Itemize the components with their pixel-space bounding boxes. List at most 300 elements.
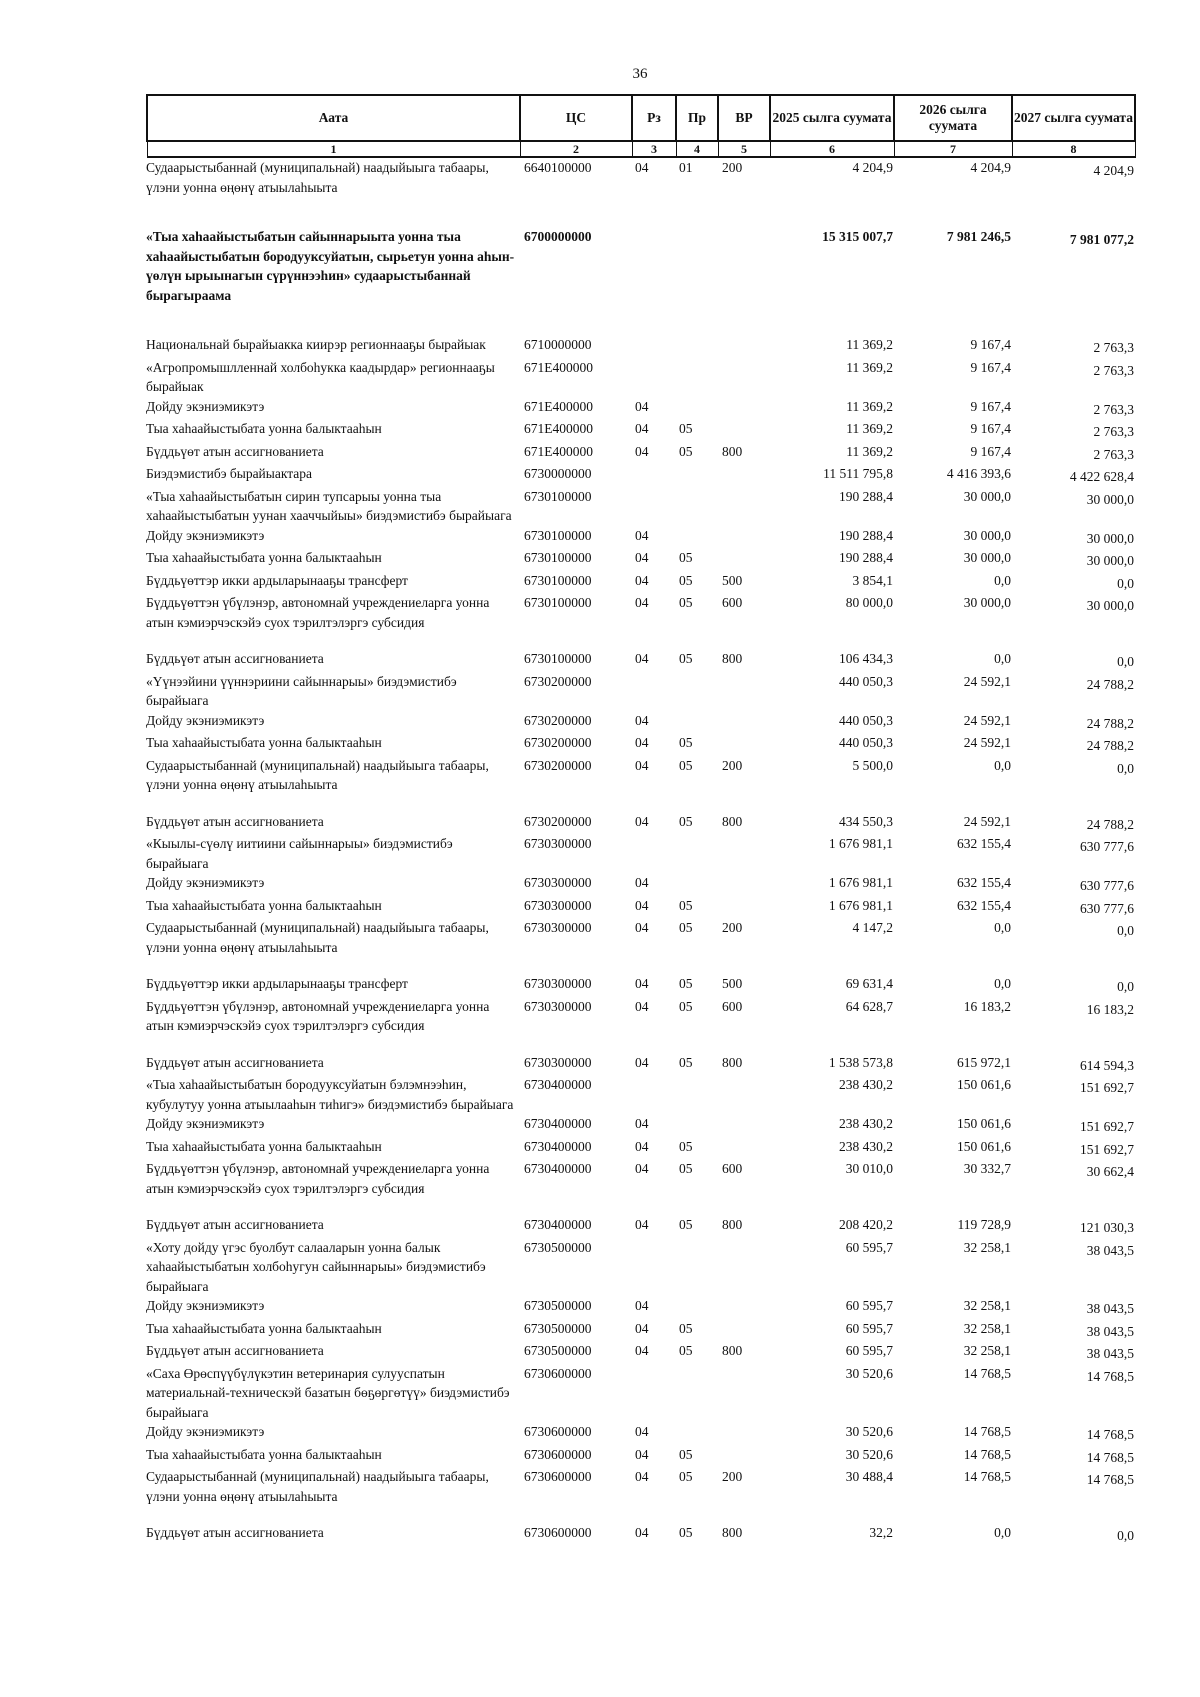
row-2026: 9 167,4 — [970, 443, 1011, 459]
row-cs: 6730100000 — [524, 488, 592, 504]
row-2026: 0,0 — [994, 757, 1011, 773]
row-2026: 24 592,1 — [963, 813, 1011, 829]
row-cs: 671Е400000 — [524, 443, 593, 459]
row-rz: 04 — [635, 1320, 649, 1336]
row-2025: 11 369,2 — [846, 337, 893, 352]
table-row — [146, 1296, 1134, 1319]
row-rz: 04 — [635, 1217, 649, 1232]
row-cs: 6730300000 — [524, 875, 592, 890]
row-pr: 05 — [679, 735, 693, 750]
row-cs: 6640100000 — [524, 160, 592, 175]
table-row — [146, 1445, 1134, 1468]
row-2027: 14 768,5 — [1086, 1449, 1134, 1465]
row-vr: 800 — [722, 813, 743, 829]
row-2027: 38 043,5 — [1086, 1301, 1134, 1316]
row-2025: 30 488,4 — [845, 1469, 893, 1484]
row-2025: 69 631,4 — [845, 976, 893, 991]
row-cs: 6730600000 — [524, 1525, 592, 1540]
row-2025: 238 430,2 — [839, 1138, 893, 1154]
row-pr: 05 — [679, 1446, 693, 1462]
row-2027: 0,0 — [1117, 1528, 1134, 1543]
row-2027: 0,0 — [1117, 979, 1134, 994]
row-rz: 04 — [635, 527, 649, 543]
row-rz: 04 — [635, 1446, 649, 1462]
row-pr: 05 — [679, 1161, 693, 1176]
row-2027: 16 183,2 — [1086, 1001, 1134, 1017]
row-2025: 60 595,7 — [845, 1239, 893, 1255]
row-name: «Тыа хаһаайыстыбатын сайыннарыыта уонна тыа хаһаайыстыбатын бородууксуйатын, сырьетун уонна аһын-үөлүн ырыынагын сүрүннээһин» судаарыстыбаннай бырагыраама — [146, 229, 515, 303]
row-2027: 151 692,7 — [1080, 1080, 1134, 1095]
row-2027: 151 692,7 — [1080, 1119, 1134, 1134]
row-cs: 6730100000 — [524, 527, 592, 543]
row-2026: 24 592,1 — [963, 712, 1011, 728]
row-cs: 6730400000 — [524, 1138, 592, 1154]
row-2027: 2 763,3 — [1093, 424, 1134, 439]
row-rz: 04 — [635, 1138, 649, 1154]
row-rz: 04 — [635, 572, 649, 588]
row-2025: 440 050,3 — [839, 673, 893, 689]
header-num-1: 1 — [147, 141, 520, 157]
row-2027: 121 030,3 — [1080, 1220, 1134, 1235]
row-rz: 04 — [635, 595, 649, 610]
table-row — [146, 756, 1134, 795]
row-rz: 04 — [635, 1343, 649, 1358]
row-vr: 600 — [722, 1161, 743, 1176]
row-name: Судаарыстыбаннай (муниципальнай) наадыйыыга табаары, үлэни уонна өңөнү атыылаһыыта — [146, 757, 489, 792]
row-cs: 671Е400000 — [524, 421, 593, 436]
row-2026: 30 000,0 — [963, 595, 1011, 610]
table-row — [146, 548, 1134, 571]
table-row — [146, 873, 1134, 896]
header-num-3: 3 — [632, 141, 676, 157]
row-2027: 38 043,5 — [1086, 1323, 1134, 1339]
row-pr: 05 — [679, 1525, 693, 1540]
row-vr: 800 — [722, 1525, 743, 1540]
row-2026: 150 061,6 — [957, 1138, 1011, 1154]
row-vr: 200 — [722, 920, 743, 935]
row-2026: 0,0 — [994, 1525, 1011, 1540]
row-cs: 6730100000 — [524, 572, 592, 588]
row-cs: 6730100000 — [524, 550, 592, 565]
row-name: «Саха Өрөспүүбүлүкэтин ветеринария сулууспатын материальнай-техническэй базатын бөҕөргөтүү» биэдэмистибэ бырайыага — [146, 1365, 510, 1420]
row-rz: 04 — [635, 998, 649, 1014]
row-rz: 04 — [635, 550, 649, 565]
row-name: Тыа хаһаайыстыбата уонна балыктааһын — [146, 1446, 382, 1462]
row-name: Дойду экэниэмикэтэ — [146, 875, 265, 890]
row-cs: 6710000000 — [524, 337, 592, 352]
row-2026: 32 258,1 — [963, 1239, 1011, 1255]
table-row — [146, 1364, 1134, 1423]
row-2027: 30 000,0 — [1086, 491, 1134, 507]
header-cs: ЦС — [520, 95, 632, 141]
row-cs: 6730600000 — [524, 1446, 592, 1462]
header-num-6: 6 — [770, 141, 894, 157]
row-2026: 9 167,4 — [970, 421, 1011, 436]
row-name: «Үүнээйини үүннэриини сайыннарыы» биэдэмистибэ бырайыага — [146, 673, 457, 708]
row-2026: 0,0 — [994, 572, 1011, 588]
row-2026: 32 258,1 — [963, 1298, 1011, 1313]
row-2027: 0,0 — [1117, 923, 1134, 938]
row-2025: 30 010,0 — [845, 1161, 893, 1176]
row-pr: 05 — [679, 813, 693, 829]
row-rz: 04 — [635, 920, 649, 935]
row-vr: 200 — [722, 1469, 743, 1484]
row-2026: 14 768,5 — [963, 1424, 1011, 1439]
row-rz: 04 — [635, 976, 649, 991]
row-pr: 05 — [679, 757, 693, 773]
row-rz: 04 — [635, 160, 649, 175]
row-name: Судаарыстыбаннай (муниципальнай) наадыйыыга табаары, үлэни уонна өңөнү атыылаһыыта — [146, 1469, 489, 1504]
row-cs: 6730100000 — [524, 595, 592, 610]
table-row — [146, 649, 1134, 672]
row-rz: 04 — [635, 1424, 649, 1439]
row-2026: 14 768,5 — [963, 1365, 1011, 1381]
row-cs: 6730000000 — [524, 466, 592, 481]
row-rz: 04 — [635, 813, 649, 829]
row-name: Тыа хаһаайыстыбата уонна балыктааһын — [146, 421, 382, 436]
row-2025: 60 595,7 — [845, 1298, 893, 1313]
row-vr: 500 — [722, 572, 743, 588]
row-name: Судаарыстыбаннай (муниципальнай) наадыйыыга табаары, үлэни уонна өңөнү атыылаһыыта — [146, 920, 489, 955]
row-pr: 05 — [679, 1469, 693, 1484]
table-row — [146, 1114, 1134, 1137]
row-2025: 11 511 795,8 — [823, 466, 893, 481]
row-pr: 05 — [679, 550, 693, 565]
row-rz: 04 — [635, 1054, 649, 1070]
table-row — [146, 896, 1134, 919]
page-number: 36 — [632, 66, 648, 82]
row-vr: 600 — [722, 595, 743, 610]
row-2025: 1 676 981,1 — [828, 875, 893, 890]
row-2025: 190 288,4 — [839, 550, 893, 565]
row-2026: 0,0 — [994, 651, 1011, 666]
table-row — [146, 834, 1134, 873]
row-2026: 16 183,2 — [963, 998, 1011, 1014]
row-2025: 440 050,3 — [839, 735, 893, 750]
row-name: Бүддьүөттэр икки ардыларынааҕы трансферт — [146, 976, 408, 991]
table-row — [146, 733, 1134, 756]
row-2026: 32 258,1 — [963, 1320, 1011, 1336]
row-vr: 800 — [722, 1054, 743, 1070]
row-2025: 1 676 981,1 — [828, 836, 893, 851]
row-2026: 150 061,6 — [957, 1116, 1011, 1131]
row-vr: 200 — [722, 160, 743, 175]
row-2027: 0,0 — [1117, 760, 1134, 776]
row-2025: 11 369,2 — [846, 359, 893, 375]
table-row — [146, 1215, 1134, 1238]
header-2027: 2027 сылга суумата — [1012, 95, 1135, 141]
row-2025: 4 147,2 — [852, 920, 893, 935]
row-pr: 05 — [679, 1138, 693, 1154]
row-cs: 6730200000 — [524, 735, 592, 750]
row-rz: 04 — [635, 1161, 649, 1176]
row-name: «Тыа хаһаайыстыбатын сирин тупсарыы уонна тыа хаһаайыстыбатын уунан хааччыйыы» биэдэмистибэ бырайыага — [146, 488, 512, 523]
row-rz: 04 — [635, 897, 649, 913]
row-cs: 6730600000 — [524, 1424, 592, 1439]
row-name: Бүддьүөт атын ассигнованиета — [146, 443, 324, 459]
row-cs: 6730300000 — [524, 897, 592, 913]
row-2025: 11 369,2 — [846, 398, 893, 414]
row-2026: 615 972,1 — [957, 1054, 1011, 1070]
row-cs: 6730600000 — [524, 1365, 592, 1381]
row-2027: 2 763,3 — [1093, 362, 1134, 378]
row-cs: 6730400000 — [524, 1217, 592, 1232]
row-2026: 32 258,1 — [963, 1343, 1011, 1358]
row-2027: 630 777,6 — [1080, 878, 1134, 893]
row-cs: 6730500000 — [524, 1298, 592, 1313]
row-cs: 6730400000 — [524, 1077, 592, 1092]
row-2026: 14 768,5 — [963, 1469, 1011, 1484]
row-rz: 04 — [635, 735, 649, 750]
row-2026: 24 592,1 — [963, 735, 1011, 750]
row-2027: 30 000,0 — [1086, 598, 1134, 613]
row-2026: 30 000,0 — [963, 527, 1011, 543]
row-name: Тыа хаһаайыстыбата уонна балыктааһын — [146, 550, 382, 565]
row-2027: 0,0 — [1117, 575, 1134, 591]
header-rz: Рз — [632, 95, 676, 141]
row-2027: 30 000,0 — [1086, 553, 1134, 568]
header-num-2: 2 — [520, 141, 632, 157]
row-vr: 200 — [722, 757, 743, 773]
table-row — [146, 997, 1134, 1036]
row-name: Бүддьүөт атын ассигнованиета — [146, 1054, 324, 1070]
row-2025: 15 315 007,7 — [822, 229, 893, 244]
row-name: «Хоту дойду үгэс буолбут салааларын уонна балык хаһаайыстыбатын холбоһугун сайыннарыы» биэдэмистибэ бырайыага — [146, 1239, 486, 1294]
table-row — [146, 442, 1134, 465]
row-2026: 4 416 393,6 — [946, 466, 1011, 481]
row-2027: 38 043,5 — [1086, 1346, 1134, 1361]
row-name: Тыа хаһаайыстыбата уонна балыктааһын — [146, 897, 382, 913]
row-rz: 04 — [635, 421, 649, 436]
row-2027: 14 768,5 — [1086, 1472, 1134, 1487]
row-name: Бүддьүөттэр икки ардыларынааҕы трансферт — [146, 572, 408, 588]
row-2025: 238 430,2 — [839, 1116, 893, 1131]
header-num-7: 7 — [894, 141, 1012, 157]
row-name: Дойду экэниэмикэтэ — [146, 527, 265, 543]
row-2027: 14 768,5 — [1086, 1368, 1134, 1384]
row-cs: 6730300000 — [524, 976, 592, 991]
table-row — [146, 672, 1134, 711]
row-2027: 4 422 628,4 — [1069, 469, 1134, 484]
header-vr: ВР — [718, 95, 770, 141]
row-rz: 04 — [635, 1298, 649, 1313]
row-2027: 30 662,4 — [1086, 1164, 1134, 1179]
row-2027: 0,0 — [1117, 654, 1134, 669]
row-2027: 2 763,3 — [1093, 446, 1134, 462]
row-2026: 632 155,4 — [957, 836, 1011, 851]
row-2027: 4 204,9 — [1093, 163, 1134, 178]
header-2026: 2026 сылга суумата — [894, 95, 1012, 141]
header-pr: Пр — [676, 95, 718, 141]
row-2025: 60 595,7 — [845, 1343, 893, 1358]
header-2025: 2025 сылга суумата — [770, 95, 894, 141]
row-pr: 05 — [679, 897, 693, 913]
row-pr: 05 — [679, 421, 693, 436]
row-2027: 151 692,7 — [1080, 1141, 1134, 1157]
row-2027: 24 788,2 — [1086, 738, 1134, 753]
row-2025: 32,2 — [869, 1525, 893, 1540]
row-2025: 11 369,2 — [846, 421, 893, 436]
row-name: Дойду экэниэмикэтэ — [146, 1116, 265, 1131]
row-name: Дойду экэниэмикэтэ — [146, 1424, 265, 1439]
row-name: Бүддьүөт атын ассигнованиета — [146, 813, 324, 829]
row-2027: 630 777,6 — [1080, 839, 1134, 854]
row-vr: 800 — [722, 651, 743, 666]
row-cs: 6730500000 — [524, 1343, 592, 1358]
row-cs: 6730300000 — [524, 998, 592, 1014]
row-cs: 6730200000 — [524, 712, 592, 728]
row-2026: 30 000,0 — [963, 488, 1011, 504]
row-2025: 106 434,3 — [839, 651, 893, 666]
row-pr: 05 — [679, 1054, 693, 1070]
row-rz: 04 — [635, 757, 649, 773]
row-2027: 24 788,2 — [1086, 715, 1134, 731]
row-name: Дойду экэниэмикэтэ — [146, 1298, 265, 1313]
table-row — [146, 419, 1134, 442]
row-2026: 7 981 246,5 — [946, 229, 1011, 244]
row-cs: 6730300000 — [524, 920, 592, 935]
row-2026: 30 000,0 — [963, 550, 1011, 565]
row-pr: 05 — [679, 1217, 693, 1232]
row-2025: 5 500,0 — [852, 757, 893, 773]
row-cs: 6730500000 — [524, 1320, 592, 1336]
row-name: Бүддьүөттэн үбүлэнэр, автономнай учреждениеларга уонна атын кэмиэрчэскэйэ суох тэрилтэлэргэ субсидия — [146, 595, 490, 630]
row-cs: 6730200000 — [524, 757, 592, 773]
row-pr: 05 — [679, 595, 693, 610]
row-2025: 208 420,2 — [839, 1217, 893, 1232]
row-2025: 440 050,3 — [839, 712, 893, 728]
row-2027: 2 763,3 — [1093, 340, 1134, 355]
row-pr: 05 — [679, 976, 693, 991]
row-2026: 9 167,4 — [970, 337, 1011, 352]
row-2026: 24 592,1 — [963, 673, 1011, 689]
table-row — [146, 397, 1134, 420]
row-pr: 05 — [679, 443, 693, 459]
row-2025: 190 288,4 — [839, 488, 893, 504]
row-pr: 05 — [679, 1320, 693, 1336]
table-row — [146, 1053, 1134, 1076]
table-row — [146, 918, 1134, 957]
row-cs: 671Е400000 — [524, 398, 593, 414]
row-2027: 630 777,6 — [1080, 900, 1134, 916]
row-cs: 6730100000 — [524, 651, 592, 666]
row-2026: 0,0 — [994, 920, 1011, 935]
table-row — [146, 335, 1134, 358]
row-cs: 6730300000 — [524, 1054, 592, 1070]
header-num-4: 4 — [676, 141, 718, 157]
table-row — [146, 526, 1134, 549]
table-row — [146, 974, 1134, 997]
row-2025: 30 520,6 — [845, 1424, 893, 1439]
row-2026: 14 768,5 — [963, 1446, 1011, 1462]
row-2025: 30 520,6 — [845, 1446, 893, 1462]
row-rz: 04 — [635, 443, 649, 459]
row-cs: 6730500000 — [524, 1239, 592, 1255]
row-2025: 1 538 573,8 — [828, 1054, 893, 1070]
row-cs: 6700000000 — [524, 229, 592, 244]
row-pr: 05 — [679, 998, 693, 1014]
table-row — [146, 1422, 1134, 1445]
row-2025: 190 288,4 — [839, 527, 893, 543]
row-rz: 04 — [635, 651, 649, 666]
row-name: Судаарыстыбаннай (муниципальнай) наадыйыыга табаары, үлэни уонна өңөнү атыылаһыыта — [146, 160, 489, 195]
row-name: Бүддьүөт атын ассигнованиета — [146, 1343, 324, 1358]
row-2025: 80 000,0 — [845, 595, 893, 610]
table-row — [146, 593, 1134, 632]
table-body — [146, 158, 1134, 1546]
row-2025: 11 369,2 — [846, 443, 893, 459]
row-name: Тыа хаһаайыстыбата уонна балыктааһын — [146, 1138, 382, 1154]
header-name: Аата — [147, 95, 520, 141]
table-header — [146, 94, 1136, 158]
row-2026: 9 167,4 — [970, 359, 1011, 375]
row-pr: 01 — [679, 160, 693, 175]
row-name: Бүддьүөт атын ассигнованиета — [146, 651, 324, 666]
table-row — [146, 487, 1134, 526]
table-row — [146, 1319, 1134, 1342]
row-name: Тыа хаһаайыстыбата уонна балыктааһын — [146, 735, 382, 750]
row-2025: 1 676 981,1 — [828, 897, 893, 913]
row-name: Дойду экэниэмикэтэ — [146, 712, 265, 728]
row-vr: 500 — [722, 976, 743, 991]
row-2026: 9 167,4 — [970, 398, 1011, 414]
row-2026: 632 155,4 — [957, 897, 1011, 913]
row-2026: 632 155,4 — [957, 875, 1011, 890]
row-vr: 800 — [722, 1217, 743, 1232]
table-row — [146, 1159, 1134, 1198]
row-2025: 3 854,1 — [852, 572, 893, 588]
row-pr: 05 — [679, 1343, 693, 1358]
row-cs: 6730300000 — [524, 836, 592, 851]
row-2027: 14 768,5 — [1086, 1427, 1134, 1442]
row-pr: 05 — [679, 572, 693, 588]
row-name: Биэдэмистибэ бырайыактара — [146, 466, 313, 481]
row-vr: 600 — [722, 998, 743, 1014]
table-row — [146, 158, 1134, 197]
table-row — [146, 1523, 1134, 1546]
row-name: Национальнай бырайыакка киирэр регионнааҕы бырайыак — [146, 337, 486, 352]
row-rz: 04 — [635, 1469, 649, 1484]
row-2027: 24 788,2 — [1086, 676, 1134, 692]
header-num-5: 5 — [718, 141, 770, 157]
row-2027: 30 000,0 — [1086, 530, 1134, 546]
row-2027: 7 981 077,2 — [1069, 232, 1134, 247]
row-rz: 04 — [635, 398, 649, 414]
row-name: Бүддьүөт атын ассигнованиета — [146, 1217, 324, 1232]
row-vr: 800 — [722, 1343, 743, 1358]
row-rz: 04 — [635, 875, 649, 890]
table-row — [146, 1238, 1134, 1297]
header-num-8: 8 — [1012, 141, 1135, 157]
row-2027: 2 763,3 — [1093, 401, 1134, 417]
row-2026: 30 332,7 — [963, 1161, 1011, 1176]
row-2027: 24 788,2 — [1086, 816, 1134, 832]
row-pr: 05 — [679, 920, 693, 935]
row-2025: 64 628,7 — [845, 998, 893, 1014]
row-2026: 4 204,9 — [970, 160, 1011, 175]
row-name: «Тыа хаһаайыстыбатын бородууксуйатын бэлэмнээһин, кубулутуу уонна атыылааһын тиһигэ» биэдэмистибэ бырайыага — [146, 1077, 514, 1112]
table-row — [146, 358, 1134, 397]
row-cs: 6730600000 — [524, 1469, 592, 1484]
row-2025: 434 550,3 — [839, 813, 893, 829]
table-row — [146, 571, 1134, 594]
row-pr: 05 — [679, 651, 693, 666]
row-name: Бүддьүөт атын ассигнованиета — [146, 1525, 324, 1540]
row-2025: 30 520,6 — [845, 1365, 893, 1381]
table-row — [146, 812, 1134, 835]
row-name: Бүддьүөттэн үбүлэнэр, автономнай учреждениеларга уонна атын кэмиэрчэскэйэ суох тэрилтэлэргэ субсидия — [146, 1161, 490, 1196]
row-cs: 6730400000 — [524, 1116, 592, 1131]
